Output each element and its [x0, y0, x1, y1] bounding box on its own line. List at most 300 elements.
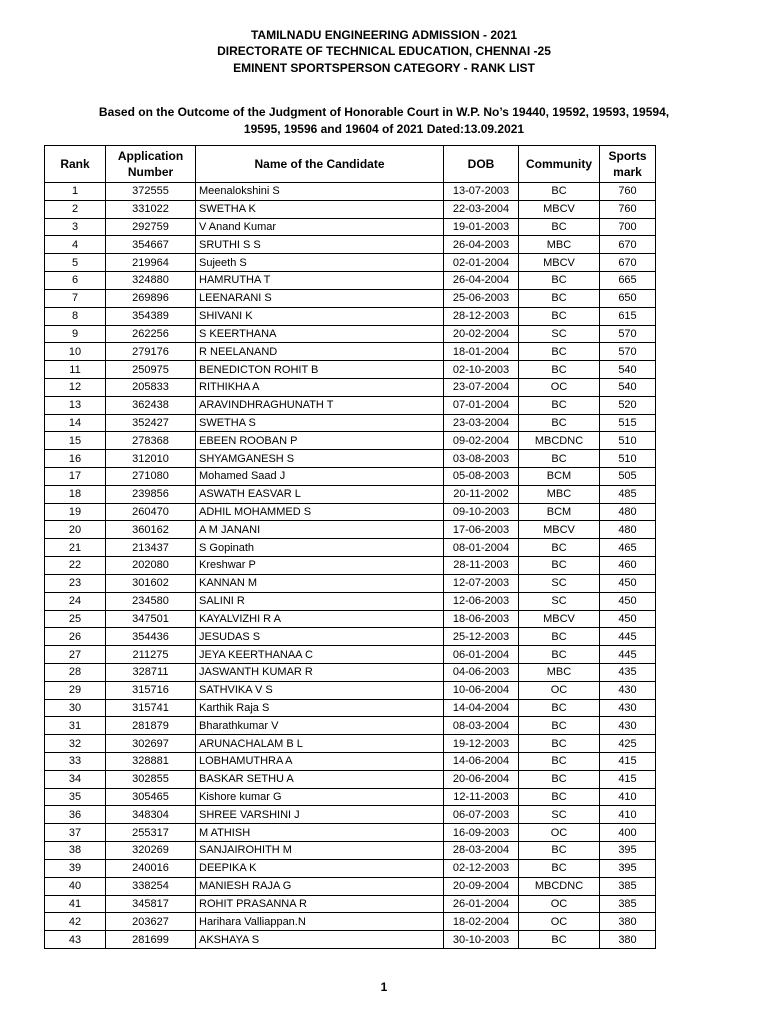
judgment-note-line-2: 19595, 19596 and 19604 of 2021 Dated:13.09.2021	[243, 122, 525, 136]
sports-mark-cell: 570	[600, 343, 656, 361]
table-row	[45, 325, 656, 343]
application-number-cell: 324880	[106, 272, 196, 290]
table-row	[45, 254, 656, 272]
rank-cell: 20	[45, 521, 106, 539]
column-header-candidate-name: Name of the Candidate	[196, 146, 444, 183]
application-number-cell: 354667	[106, 236, 196, 254]
rank-cell: 9	[45, 325, 106, 343]
table-row	[45, 735, 656, 753]
candidate-name-cell: JESUDAS S	[196, 628, 444, 646]
community-cell: BC	[519, 717, 600, 735]
table-row	[45, 859, 656, 877]
community-cell: BC	[519, 646, 600, 664]
application-number-cell: 260470	[106, 503, 196, 521]
community-cell: MBCV	[519, 200, 600, 218]
dob-cell: 18-01-2004	[444, 343, 519, 361]
table-row	[45, 485, 656, 503]
candidate-name-cell: Sujeeth S	[196, 254, 444, 272]
application-number-cell: 219964	[106, 254, 196, 272]
dob-cell: 05-08-2003	[444, 468, 519, 486]
dob-cell: 02-10-2003	[444, 361, 519, 379]
rank-cell: 35	[45, 788, 106, 806]
rank-cell: 6	[45, 272, 106, 290]
rank-cell: 37	[45, 824, 106, 842]
rank-cell: 14	[45, 414, 106, 432]
community-cell: MBCV	[519, 610, 600, 628]
application-number-cell: 348304	[106, 806, 196, 824]
community-cell: BC	[519, 272, 600, 290]
candidate-name-cell: A M JANANI	[196, 521, 444, 539]
header-category: EMINENT SPORTSPERSON CATEGORY - RANK LIST	[233, 61, 535, 75]
community-cell: BC	[519, 770, 600, 788]
sports-mark-cell: 415	[600, 753, 656, 771]
table-row	[45, 272, 656, 290]
table-row	[45, 663, 656, 681]
table-row	[45, 307, 656, 325]
community-cell: BCM	[519, 468, 600, 486]
table-row	[45, 574, 656, 592]
rank-cell: 28	[45, 663, 106, 681]
candidate-name-cell: BENEDICTON ROHIT B	[196, 361, 444, 379]
column-header-dob: DOB	[444, 146, 519, 183]
community-cell: BC	[519, 396, 600, 414]
community-cell: BC	[519, 557, 600, 575]
application-number-cell: 328881	[106, 753, 196, 771]
sports-mark-cell: 760	[600, 200, 656, 218]
sports-mark-cell: 430	[600, 681, 656, 699]
candidate-name-cell: SWETHA S	[196, 414, 444, 432]
community-cell: SC	[519, 592, 600, 610]
table-row	[45, 450, 656, 468]
candidate-name-cell: LEENARANI S	[196, 289, 444, 307]
sports-mark-cell: 385	[600, 895, 656, 913]
table-row	[45, 378, 656, 396]
community-cell: BC	[519, 788, 600, 806]
candidate-name-cell: KAYALVIZHI R A	[196, 610, 444, 628]
community-cell: BC	[519, 361, 600, 379]
candidate-name-cell: LOBHAMUTHRA A	[196, 753, 444, 771]
table-row	[45, 361, 656, 379]
community-cell: BC	[519, 218, 600, 236]
community-cell: BC	[519, 307, 600, 325]
candidate-name-cell: AKSHAYA S	[196, 931, 444, 949]
application-number-cell: 250975	[106, 361, 196, 379]
sports-mark-cell: 450	[600, 592, 656, 610]
sports-mark-cell: 570	[600, 325, 656, 343]
dob-cell: 12-07-2003	[444, 574, 519, 592]
application-number-cell: 312010	[106, 450, 196, 468]
community-cell: OC	[519, 378, 600, 396]
application-number-cell: 234580	[106, 592, 196, 610]
rank-cell: 19	[45, 503, 106, 521]
rank-cell: 27	[45, 646, 106, 664]
candidate-name-cell: M ATHISH	[196, 824, 444, 842]
dob-cell: 06-07-2003	[444, 806, 519, 824]
application-number-cell: 271080	[106, 468, 196, 486]
sports-mark-cell: 400	[600, 824, 656, 842]
rank-cell: 36	[45, 806, 106, 824]
table-row	[45, 468, 656, 486]
table-row	[45, 770, 656, 788]
community-cell: BC	[519, 753, 600, 771]
application-number-cell: 372555	[106, 183, 196, 201]
community-cell: BCM	[519, 503, 600, 521]
dob-cell: 07-01-2004	[444, 396, 519, 414]
candidate-name-cell: MANIESH RAJA G	[196, 877, 444, 895]
application-number-cell: 302855	[106, 770, 196, 788]
rank-cell: 10	[45, 343, 106, 361]
community-cell: MBCV	[519, 254, 600, 272]
community-cell: BC	[519, 414, 600, 432]
application-number-cell: 213437	[106, 539, 196, 557]
dob-cell: 04-06-2003	[444, 663, 519, 681]
application-number-cell: 305465	[106, 788, 196, 806]
rank-cell: 15	[45, 432, 106, 450]
application-number-cell: 205833	[106, 378, 196, 396]
candidate-name-cell: ASWATH EASVAR L	[196, 485, 444, 503]
application-number-cell: 292759	[106, 218, 196, 236]
table-row	[45, 396, 656, 414]
candidate-name-cell: S KEERTHANA	[196, 325, 444, 343]
application-number-cell: 320269	[106, 842, 196, 860]
sports-mark-cell: 385	[600, 877, 656, 895]
candidate-name-cell: SATHVIKA V S	[196, 681, 444, 699]
rank-cell: 12	[45, 378, 106, 396]
rank-cell: 30	[45, 699, 106, 717]
sports-mark-cell: 380	[600, 931, 656, 949]
sports-mark-cell: 670	[600, 254, 656, 272]
rank-cell: 29	[45, 681, 106, 699]
dob-cell: 30-10-2003	[444, 931, 519, 949]
community-cell: MBCV	[519, 521, 600, 539]
community-cell: MBC	[519, 236, 600, 254]
candidate-name-cell: SWETHA K	[196, 200, 444, 218]
application-number-cell: 354389	[106, 307, 196, 325]
candidate-name-cell: JASWANTH KUMAR R	[196, 663, 444, 681]
community-cell: BC	[519, 183, 600, 201]
judgment-note-line-1: Based on the Outcome of the Judgment of Honorable Court in W.P. No’s 19440, 19592, 19593, 19594,	[98, 105, 670, 119]
candidate-name-cell: SHREE VARSHINI J	[196, 806, 444, 824]
application-number-cell: 354436	[106, 628, 196, 646]
candidate-name-cell: HAMRUTHA T	[196, 272, 444, 290]
dob-cell: 10-06-2004	[444, 681, 519, 699]
sports-mark-cell: 540	[600, 378, 656, 396]
rank-cell: 2	[45, 200, 106, 218]
sports-mark-cell: 380	[600, 913, 656, 931]
candidate-name-cell: EBEEN ROOBAN P	[196, 432, 444, 450]
candidate-name-cell: Kishore kumar G	[196, 788, 444, 806]
sports-mark-cell: 445	[600, 628, 656, 646]
dob-cell: 23-03-2004	[444, 414, 519, 432]
dob-cell: 28-11-2003	[444, 557, 519, 575]
candidate-name-cell: JEYA KEERTHANAA C	[196, 646, 444, 664]
rank-cell: 16	[45, 450, 106, 468]
sports-mark-cell: 615	[600, 307, 656, 325]
sports-mark-cell: 665	[600, 272, 656, 290]
dob-cell: 26-01-2004	[444, 895, 519, 913]
application-number-cell: 255317	[106, 824, 196, 842]
sports-mark-cell: 540	[600, 361, 656, 379]
dob-cell: 03-08-2003	[444, 450, 519, 468]
table-row	[45, 913, 656, 931]
rank-cell: 17	[45, 468, 106, 486]
table-row	[45, 289, 656, 307]
community-cell: OC	[519, 824, 600, 842]
table-row	[45, 806, 656, 824]
rank-cell: 34	[45, 770, 106, 788]
application-number-cell: 281879	[106, 717, 196, 735]
dob-cell: 20-06-2004	[444, 770, 519, 788]
candidate-name-cell: SHIVANI K	[196, 307, 444, 325]
application-number-cell: 262256	[106, 325, 196, 343]
rank-cell: 43	[45, 931, 106, 949]
community-cell: BC	[519, 343, 600, 361]
sports-mark-cell: 450	[600, 574, 656, 592]
candidate-name-cell: Bharathkumar V	[196, 717, 444, 735]
table-row	[45, 788, 656, 806]
table-row	[45, 842, 656, 860]
sports-mark-cell: 415	[600, 770, 656, 788]
table-row	[45, 592, 656, 610]
dob-cell: 20-02-2004	[444, 325, 519, 343]
dob-cell: 18-06-2003	[444, 610, 519, 628]
dob-cell: 09-10-2003	[444, 503, 519, 521]
table-row	[45, 646, 656, 664]
sports-mark-cell: 425	[600, 735, 656, 753]
candidate-name-cell: Mohamed Saad J	[196, 468, 444, 486]
dob-cell: 18-02-2004	[444, 913, 519, 931]
dob-cell: 28-12-2003	[444, 307, 519, 325]
table-row	[45, 432, 656, 450]
application-number-cell: 239856	[106, 485, 196, 503]
community-cell: BC	[519, 289, 600, 307]
column-header-rank: Rank	[45, 146, 106, 183]
community-cell: BC	[519, 699, 600, 717]
candidate-name-cell: Kreshwar P	[196, 557, 444, 575]
sports-mark-cell: 515	[600, 414, 656, 432]
rank-cell: 39	[45, 859, 106, 877]
rank-cell: 11	[45, 361, 106, 379]
community-cell: SC	[519, 574, 600, 592]
sports-mark-cell: 435	[600, 663, 656, 681]
rank-cell: 7	[45, 289, 106, 307]
sports-mark-cell: 670	[600, 236, 656, 254]
header-directorate: DIRECTORATE OF TECHNICAL EDUCATION, CHENNAI -25	[217, 44, 551, 58]
application-number-cell: 347501	[106, 610, 196, 628]
candidate-name-cell: SHYAMGANESH S	[196, 450, 444, 468]
rank-cell: 23	[45, 574, 106, 592]
rank-cell: 33	[45, 753, 106, 771]
community-cell: OC	[519, 895, 600, 913]
table-header-row	[45, 146, 656, 183]
community-cell: BC	[519, 539, 600, 557]
application-number-cell: 315716	[106, 681, 196, 699]
dob-cell: 16-09-2003	[444, 824, 519, 842]
rank-cell: 22	[45, 557, 106, 575]
column-header-application-number: Application Number	[106, 146, 196, 183]
sports-mark-cell: 410	[600, 788, 656, 806]
candidate-name-cell: SRUTHI S S	[196, 236, 444, 254]
dob-cell: 19-12-2003	[444, 735, 519, 753]
rank-cell: 32	[45, 735, 106, 753]
table-row	[45, 610, 656, 628]
candidate-name-cell: V Anand Kumar	[196, 218, 444, 236]
dob-cell: 25-12-2003	[444, 628, 519, 646]
rank-cell: 40	[45, 877, 106, 895]
table-row	[45, 200, 656, 218]
rank-cell: 25	[45, 610, 106, 628]
community-cell: SC	[519, 806, 600, 824]
sports-mark-cell: 520	[600, 396, 656, 414]
header-title: TAMILNADU ENGINEERING ADMISSION - 2021	[250, 28, 518, 42]
dob-cell: 26-04-2004	[444, 272, 519, 290]
application-number-cell: 328711	[106, 663, 196, 681]
rank-cell: 4	[45, 236, 106, 254]
application-number-cell: 211275	[106, 646, 196, 664]
dob-cell: 12-11-2003	[444, 788, 519, 806]
table-row	[45, 236, 656, 254]
sports-mark-cell: 700	[600, 218, 656, 236]
rank-cell: 26	[45, 628, 106, 646]
candidate-name-cell: Karthik Raja S	[196, 699, 444, 717]
sports-mark-cell: 450	[600, 610, 656, 628]
table-row	[45, 628, 656, 646]
dob-cell: 14-06-2004	[444, 753, 519, 771]
rank-cell: 31	[45, 717, 106, 735]
table-row	[45, 503, 656, 521]
community-cell: MBC	[519, 663, 600, 681]
candidate-name-cell: SANJAIROHITH M	[196, 842, 444, 860]
sports-mark-cell: 480	[600, 503, 656, 521]
dob-cell: 22-03-2004	[444, 200, 519, 218]
rank-cell: 8	[45, 307, 106, 325]
community-cell: MBC	[519, 485, 600, 503]
sports-mark-cell: 395	[600, 842, 656, 860]
sports-mark-cell: 430	[600, 699, 656, 717]
table-row	[45, 557, 656, 575]
dob-cell: 14-04-2004	[444, 699, 519, 717]
dob-cell: 28-03-2004	[444, 842, 519, 860]
column-header-community: Community	[519, 146, 600, 183]
application-number-cell: 315741	[106, 699, 196, 717]
candidate-name-cell: SALINI R	[196, 592, 444, 610]
sports-mark-cell: 510	[600, 432, 656, 450]
community-cell: BC	[519, 735, 600, 753]
sports-mark-cell: 505	[600, 468, 656, 486]
application-number-cell: 202080	[106, 557, 196, 575]
sports-mark-cell: 650	[600, 289, 656, 307]
community-cell: BC	[519, 628, 600, 646]
dob-cell: 09-02-2004	[444, 432, 519, 450]
application-number-cell: 360162	[106, 521, 196, 539]
community-cell: BC	[519, 931, 600, 949]
application-number-cell: 203627	[106, 913, 196, 931]
table-row	[45, 539, 656, 557]
table-row	[45, 699, 656, 717]
rank-cell: 18	[45, 485, 106, 503]
table-row	[45, 717, 656, 735]
table-row	[45, 681, 656, 699]
sports-mark-cell: 410	[600, 806, 656, 824]
dob-cell: 23-07-2004	[444, 378, 519, 396]
dob-cell: 25-06-2003	[444, 289, 519, 307]
community-cell: OC	[519, 681, 600, 699]
rank-cell: 41	[45, 895, 106, 913]
community-cell: BC	[519, 450, 600, 468]
application-number-cell: 278368	[106, 432, 196, 450]
rank-cell: 21	[45, 539, 106, 557]
sports-mark-cell: 460	[600, 557, 656, 575]
candidate-name-cell: R NEELANAND	[196, 343, 444, 361]
dob-cell: 19-01-2003	[444, 218, 519, 236]
application-number-cell: 352427	[106, 414, 196, 432]
table-row	[45, 343, 656, 361]
rank-cell: 13	[45, 396, 106, 414]
application-number-cell: 301602	[106, 574, 196, 592]
candidate-name-cell: S Gopinath	[196, 539, 444, 557]
candidate-name-cell: Harihara Valliappan.N	[196, 913, 444, 931]
rank-cell: 5	[45, 254, 106, 272]
application-number-cell: 240016	[106, 859, 196, 877]
dob-cell: 08-03-2004	[444, 717, 519, 735]
application-number-cell: 279176	[106, 343, 196, 361]
candidate-name-cell: BASKAR SETHU A	[196, 770, 444, 788]
sports-mark-cell: 445	[600, 646, 656, 664]
dob-cell: 08-01-2004	[444, 539, 519, 557]
table-row	[45, 877, 656, 895]
dob-cell: 17-06-2003	[444, 521, 519, 539]
application-number-cell: 281699	[106, 931, 196, 949]
application-number-cell: 362438	[106, 396, 196, 414]
table-row	[45, 521, 656, 539]
sports-mark-cell: 430	[600, 717, 656, 735]
sports-mark-cell: 480	[600, 521, 656, 539]
sports-mark-cell: 485	[600, 485, 656, 503]
application-number-cell: 331022	[106, 200, 196, 218]
rank-cell: 1	[45, 183, 106, 201]
community-cell: MBCDNC	[519, 432, 600, 450]
candidate-name-cell: ROHIT PRASANNA R	[196, 895, 444, 913]
dob-cell: 06-01-2004	[444, 646, 519, 664]
table-row	[45, 218, 656, 236]
column-header-sports-mark: Sports mark	[600, 146, 656, 183]
candidate-name-cell: ARUNACHALAM B L	[196, 735, 444, 753]
sports-mark-cell: 760	[600, 183, 656, 201]
table-row	[45, 753, 656, 771]
rank-cell: 38	[45, 842, 106, 860]
community-cell: SC	[519, 325, 600, 343]
rank-list-table	[44, 145, 656, 949]
application-number-cell: 345817	[106, 895, 196, 913]
sports-mark-cell: 510	[600, 450, 656, 468]
rank-cell: 42	[45, 913, 106, 931]
candidate-name-cell: KANNAN M	[196, 574, 444, 592]
candidate-name-cell: ARAVINDHRAGHUNATH T	[196, 396, 444, 414]
community-cell: BC	[519, 859, 600, 877]
community-cell: MBCDNC	[519, 877, 600, 895]
page-number: 1	[380, 980, 388, 994]
dob-cell: 20-11-2002	[444, 485, 519, 503]
dob-cell: 12-06-2003	[444, 592, 519, 610]
application-number-cell: 338254	[106, 877, 196, 895]
table-row	[45, 824, 656, 842]
rank-cell: 3	[45, 218, 106, 236]
table-row	[45, 183, 656, 201]
sports-mark-cell: 465	[600, 539, 656, 557]
rank-cell: 24	[45, 592, 106, 610]
table-row	[45, 895, 656, 913]
dob-cell: 26-04-2003	[444, 236, 519, 254]
